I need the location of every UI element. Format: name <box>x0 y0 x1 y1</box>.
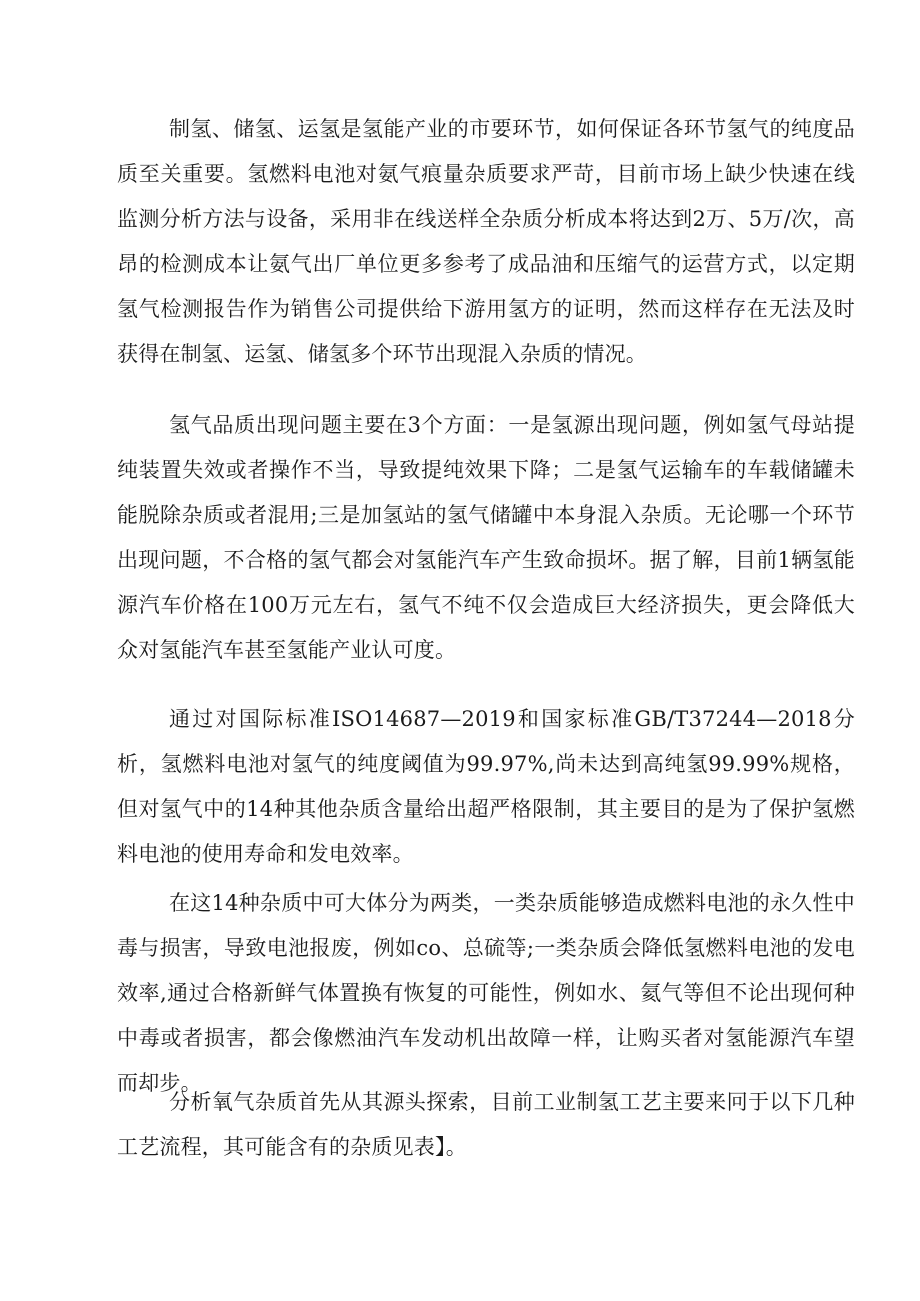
paragraph-quality-issues: 氢气品质出现问题主要在3个方面：一是氢源出现问题，例如氢气母站提纯装置失效或者操作不当，导致提纯效果下降；二是氢气运输车的车载储罐未能脱除杂质或者混用;三是加氢站的氢气储罐中本身混入杂质。无论哪一个环节出现问题，不合格的氢气都会对氢能汽车产生致命损坏。据了解，目前1辆氢能源汽车价格在100万元左右，氢气不纯不仅会造成巨大经济损失，更会降低大众对氢能汽车甚至氢能产业认可度。 <box>117 413 855 662</box>
paragraph-standards: 通过对国际标准ISO14687—2019和国家标准GB/T37244—2018分析，氢燃料电池对氢气的纯度阈值为99.97%,尚未达到高纯氢99.99%规格，但对氢气中的14种其他杂质含量给出超严格限制，其主要目的是为了保护氢燃料电池的使用寿命和发电效率。 <box>117 707 855 866</box>
paragraph-impurity-sources: 分析氧气杂质首先从其源头探索，目前工业制氢工艺主要来冋于以下几种工艺流程，其可能含有的杂质见表】。 <box>117 1090 855 1159</box>
paragraph-hydrogen-chain: 制氢、储氢、运氢是氢能产业的市要环节，如何保证各环节氢气的纯度品质至关重要。氢燃料电池对氨气痕量杂质要求严苛，目前市场上缺少快速在线监测分析方法与设备，采用非在线送样全杂质分析成本将达到2万、5万/次，高昂的检测成本让氨气出厂单位更多参考了成品油和压缩气的运营方式，以定期氢气检测报告作为销售公司提供给下游用氢方的证明，然而这样存在无法及时获得在制氢、运氢、储氢多个环节出现混入杂质的情况。 <box>117 117 855 366</box>
paragraph-impurity-types: 在这14种杂质中可大体分为两类，一类杂质能够造成燃料电池的永久性中毒与损害，导致电池报废，例如co、总硫等;一类杂质会降低氢燃料电池的发电效率,通过合格新鲜气体置换有恢复的可能性，例如水、氦气等但不论出现何种中毒或者损害，都会像燃油汽车发动机出故障一样，让购买者对氢能源汽车望而却步。 <box>117 891 855 1095</box>
